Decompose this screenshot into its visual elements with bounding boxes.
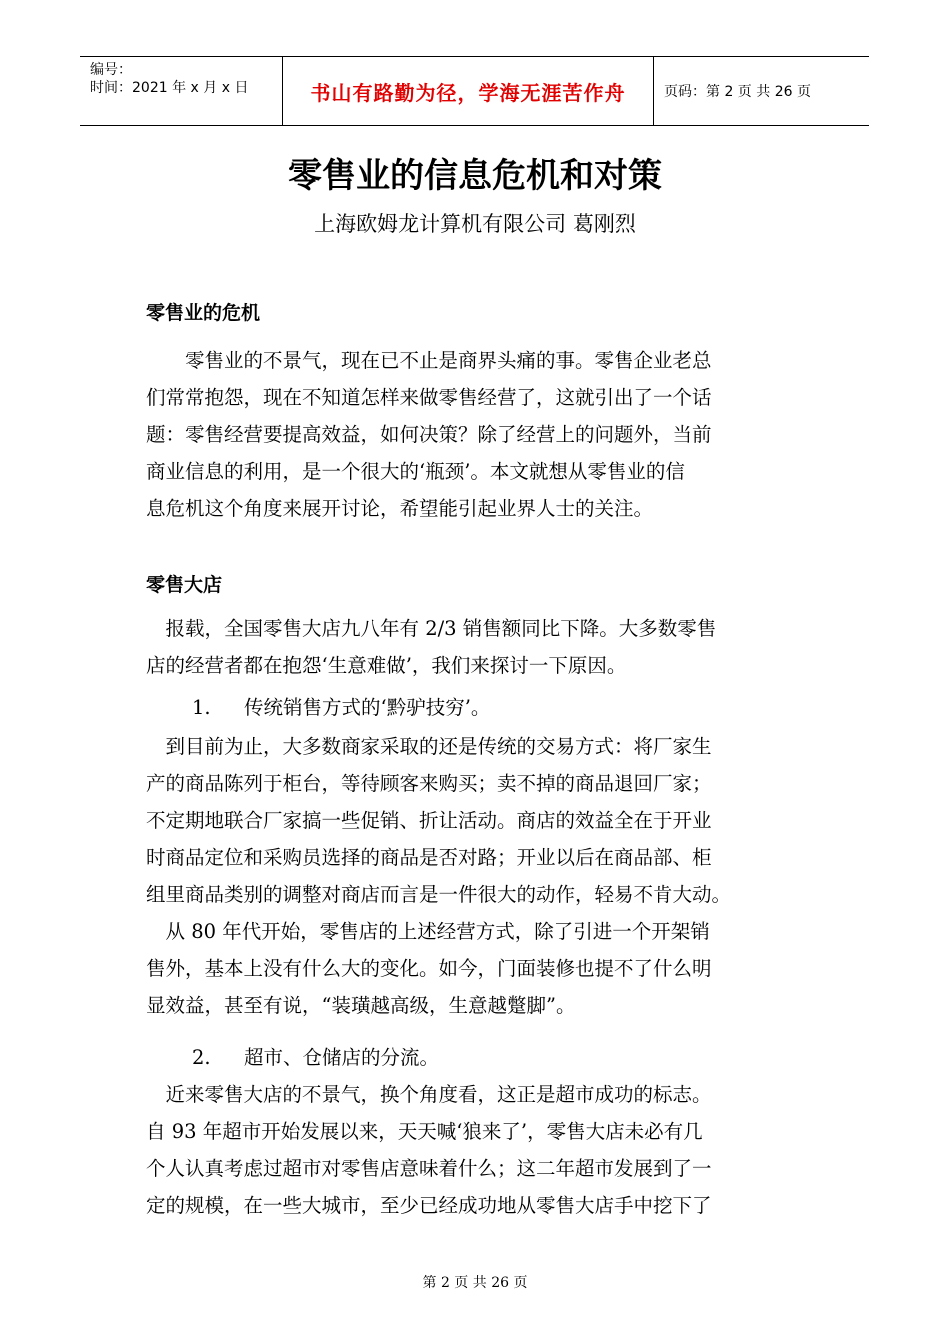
text-line: 时商品定位和采购员选择的商品是否对路；开业以后在商品部、柜 [146, 846, 712, 869]
list-item [192, 1042, 439, 1070]
list-text: 传统销售方式的‘黔驴技穷’。 [244, 696, 491, 719]
list-number: 2. [192, 1046, 211, 1069]
text-line: 近来零售大店的不景气，换个角度看，这正是超市成功的标志。 [146, 1083, 712, 1106]
text-line: 零售业的不景气，现在已不止是商界头痛的事。零售企业老总 [146, 349, 712, 372]
paragraph [146, 728, 818, 913]
paragraph [146, 913, 818, 1024]
text-line: 产的商品陈列于柜台，等待顾客来购买；卖不掉的商品退回厂家； [146, 772, 712, 795]
text-line: 定的规模，在一些大城市，至少已经成功地从零售大店手中挖下了 [146, 1194, 712, 1217]
header-meta [80, 57, 282, 125]
paragraph [146, 610, 818, 684]
text-line: 售外，基本上没有什么大的变化。如今，门面装修也提不了什么明 [146, 957, 712, 980]
text-line: 报载，全国零售大店九八年有 2/3 销售额同比下降。大多数零售 [146, 617, 717, 640]
text-line: 息危机这个角度来展开讨论，希望能引起业界人士的关注。 [146, 497, 654, 520]
section-heading: 零售业的危机 [146, 302, 261, 324]
list-number: 1. [192, 696, 211, 719]
header-motto-cell [282, 57, 654, 125]
text-line: 显效益，甚至有说，“装璜越高级，生意越蹩脚”。 [146, 994, 576, 1017]
header-motto: 书山有路勤为径，学海无涯苦作舟 [310, 80, 626, 105]
text-line: 们常常抱怨，现在不知道怎样来做零售经营了，这就引出了一个话 [146, 386, 712, 409]
text-line: 自 93 年超市开始发展以来，天天喊‘狼来了’，零售大店未必有几 [146, 1120, 703, 1143]
page-footer: 第 2 页 共 26 页 [422, 1275, 528, 1291]
text-line: 从 80 年代开始，零售店的上述经营方式，除了引进一个开架销 [146, 920, 710, 943]
text-line: 到目前为止，大多数商家采取的还是传统的交易方式：将厂家生 [146, 735, 712, 758]
paragraph [146, 1076, 818, 1224]
text-line: 组里商品类别的调整对商店而言是一件很大的动作，轻易不肯大动。 [146, 883, 732, 906]
list-item [192, 692, 490, 720]
header-table [80, 56, 869, 126]
text-line: 题：零售经营要提高效益，如何决策？除了经营上的问题外，当前 [146, 423, 712, 446]
text-line: 个人认真考虑过超市对零售店意味着什么；这二年超市发展到了一 [146, 1157, 712, 1180]
paragraph [146, 342, 818, 527]
document-time: 时间：2021 年 x 月 x 日 [90, 80, 249, 96]
document-title: 零售业的信息危机和对策 [288, 156, 662, 196]
document-author: 上海欧姆龙计算机有限公司 葛刚烈 [314, 212, 636, 236]
header-page-info: 页码：第 2 页 共 26 页 [664, 84, 811, 100]
list-text: 超市、仓储店的分流。 [244, 1046, 440, 1069]
section-heading: 零售大店 [146, 574, 223, 596]
document-number-label: 编号： [90, 62, 132, 78]
text-line: 店的经营者都在抱怨‘生意难做’，我们来探讨一下原因。 [146, 654, 627, 677]
text-line: 商业信息的利用，是一个很大的‘瓶颈’。本文就想从零售业的信 [146, 460, 685, 483]
text-line: 不定期地联合厂家搞一些促销、折让活动。商店的效益全在于开业 [146, 809, 712, 832]
